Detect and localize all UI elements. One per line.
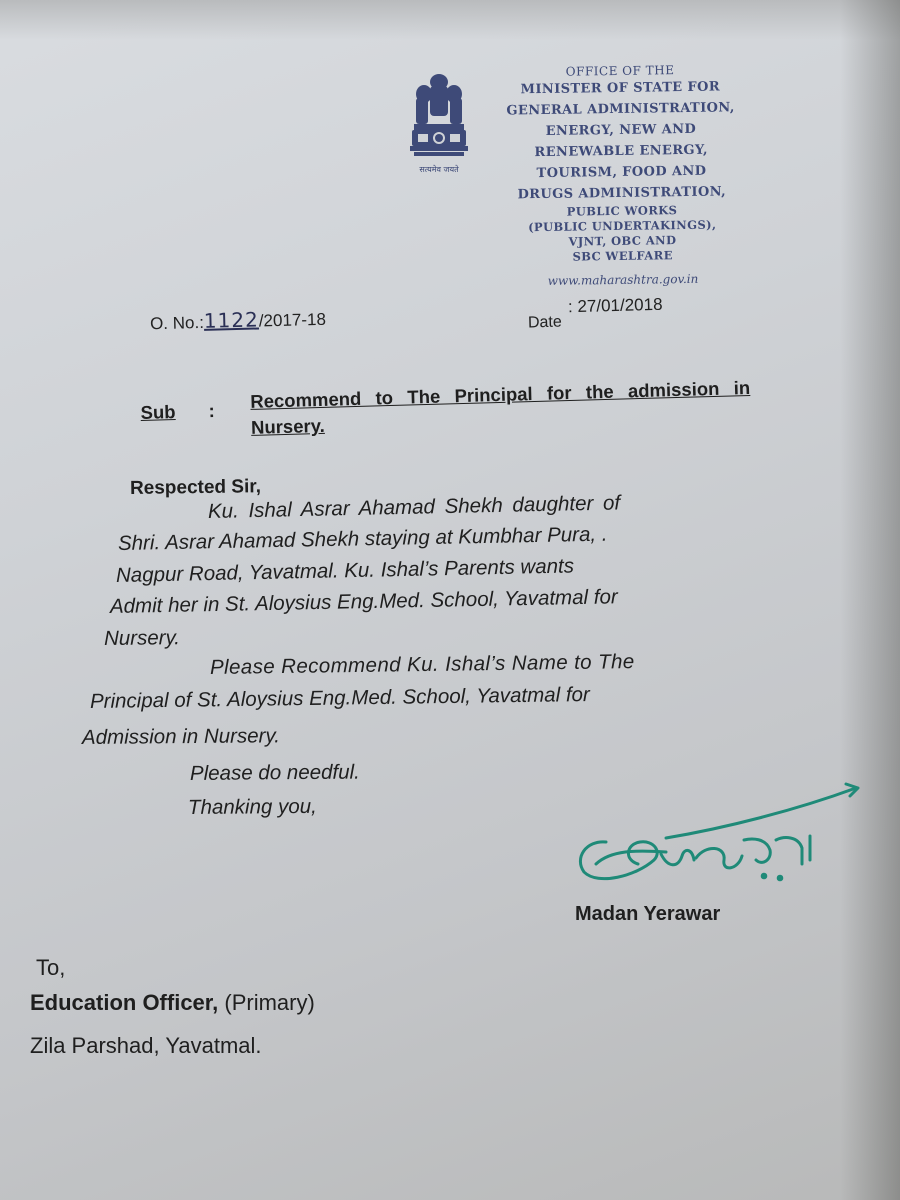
salutation: Respected Sir, <box>129 476 262 499</box>
letterhead-small-line: VJNT, OBC AND <box>568 233 677 249</box>
body-line: Ku. Ishal Asrar Ahamad Shekh daughter of <box>207 491 621 523</box>
body-line: Admission in Nursery. <box>81 724 280 749</box>
letterhead-line: ENERGY, NEW AND <box>545 121 697 139</box>
office-line: OFFICE OF THE <box>565 63 675 79</box>
letterhead <box>470 62 773 292</box>
signature <box>566 780 866 900</box>
recipient-title-bold: Education Officer, <box>30 990 219 1015</box>
national-emblem-icon <box>408 72 470 178</box>
body-line: Please Recommend Ku. Ishal’s Name to The <box>209 650 635 679</box>
recipient-title-rest: (Primary) <box>218 990 315 1015</box>
paper-edge <box>0 0 900 40</box>
subject-colon: : <box>208 399 216 422</box>
letterhead-small-line: (PUBLIC UNDERTAKINGS), <box>528 217 717 235</box>
letterhead-line: MINISTER OF STATE FOR <box>520 79 721 98</box>
body-line: Shri. Asrar Ahamad Shekh staying at Kumbhar Pura, . <box>117 522 608 555</box>
letterhead-small-line: PUBLIC WORKS <box>566 203 678 219</box>
body-line: Nursery. <box>103 626 181 650</box>
recipient-to: To, <box>36 955 66 980</box>
order-number <box>150 306 326 335</box>
body-line: Principal of St. Aloysius Eng.Med. School, Yavatmal for <box>89 683 590 713</box>
signatory-name: Madan Yerawar <box>575 903 721 925</box>
closing-line: Please do needful. <box>189 760 360 785</box>
emblem-motto: सत्यमेव जयते <box>419 165 459 174</box>
body-line: Nagpur Road, Yavatmal. Ku. Ishal’s Parents wants <box>115 554 575 587</box>
order-number-handwritten: 1122 <box>203 307 260 333</box>
closing-line: Thanking you, <box>187 794 317 819</box>
letterhead-line: GENERAL ADMINISTRATION, <box>506 100 735 119</box>
letterhead-small-line: SBC WELFARE <box>572 248 673 264</box>
subject <box>140 375 760 438</box>
order-number-suffix: /2017-18 <box>258 309 327 331</box>
order-number-label: O. No.: <box>149 312 205 334</box>
letterhead-line: TOURISM, FOOD AND <box>536 163 707 182</box>
recipient-title <box>30 990 315 1016</box>
website: www.maharashtra.gov.in <box>547 271 699 288</box>
subject-text: Recommend to The Principal for the admission in Nursery. <box>250 376 751 438</box>
letterhead-line: RENEWABLE ENERGY, <box>534 142 709 161</box>
paper-shadow <box>840 0 900 1200</box>
date-label: Date <box>527 313 563 332</box>
recipient-office: Zila Parshad, Yavatmal. <box>30 1033 262 1058</box>
subject-label: Sub <box>140 401 176 423</box>
body-line: Admit her in St. Aloysius Eng.Med. School, Yavatmal for <box>109 585 618 618</box>
date-value: : 27/01/2018 <box>567 294 663 317</box>
letterhead-line: DRUGS ADMINISTRATION, <box>517 184 727 203</box>
